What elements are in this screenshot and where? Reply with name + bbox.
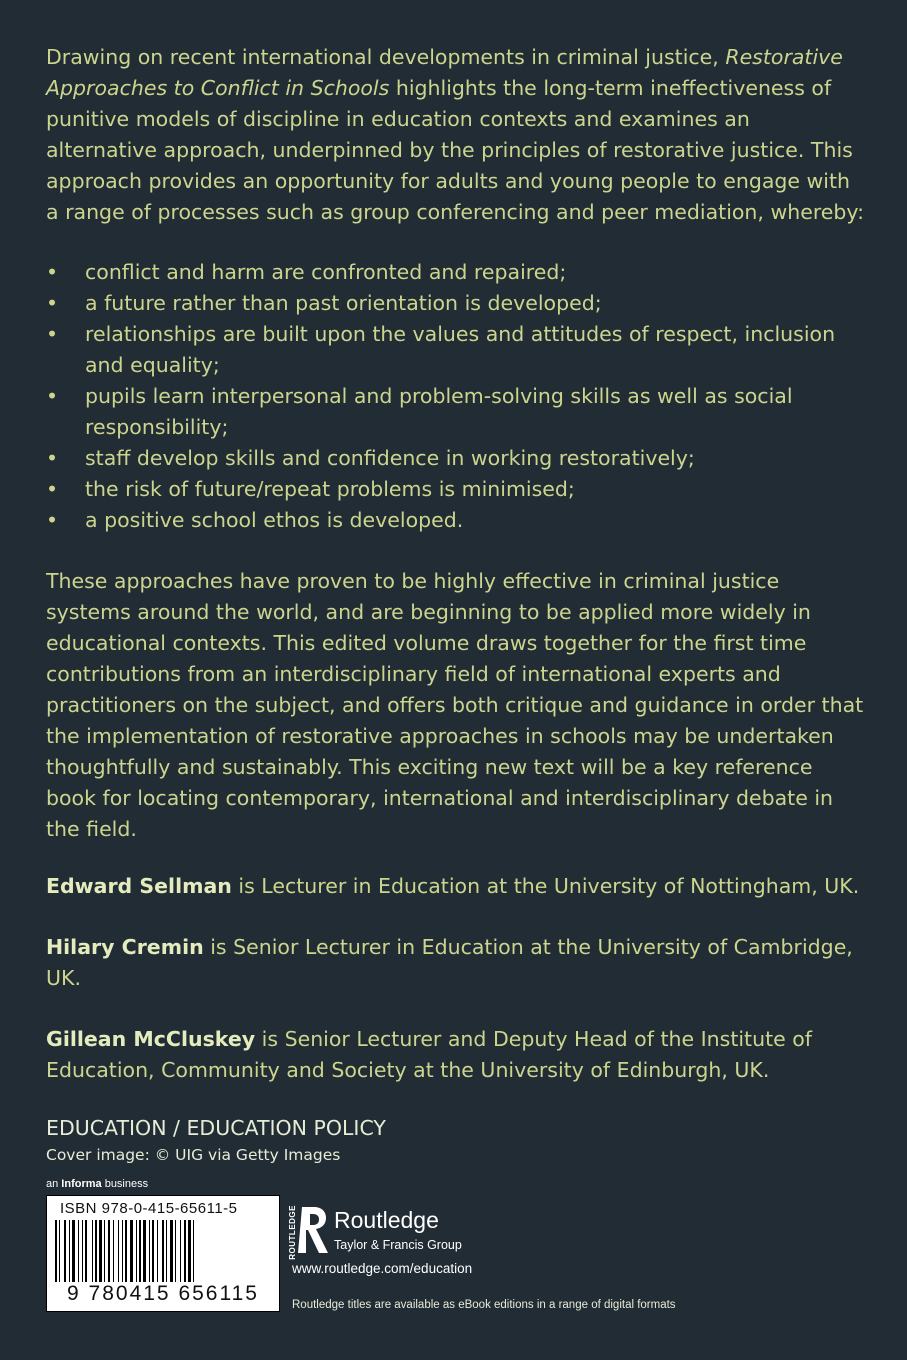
bullet-icon: • <box>46 384 59 408</box>
ean-number: 9 780415 656115 <box>67 1282 259 1305</box>
list-item: • pupils learn interpersonal and problem-solving skills as well as social responsibility; <box>46 381 866 443</box>
barcode-bar <box>113 1220 114 1282</box>
intro-paragraph <box>46 42 866 228</box>
publisher-name: Routledge <box>334 1207 439 1233</box>
barcode-bar <box>64 1220 66 1282</box>
cover-credit: Cover image: © UIG via Getty Images <box>46 1146 341 1164</box>
barcode-bar <box>149 1220 150 1282</box>
barcode-bar <box>78 1220 79 1282</box>
barcode-bar <box>85 1220 87 1282</box>
barcode-bar <box>193 1220 194 1282</box>
back-cover-text <box>46 42 866 1164</box>
list-item: • a positive school ethos is developed. <box>46 505 866 536</box>
author-name: Edward Sellman <box>46 874 232 898</box>
benefits-list <box>46 257 866 536</box>
author-bio: Edward Sellman is Lecturer in Education at the University of Nottingham, UK. <box>46 874 860 898</box>
bullet-icon: • <box>46 260 59 284</box>
list-item: • the risk of future/repeat problems is minimised; <box>46 474 866 505</box>
routledge-logo-icon <box>290 1205 330 1255</box>
barcode-bar <box>95 1220 97 1282</box>
subject-category: EDUCATION / EDUCATION POLICY <box>46 1116 386 1140</box>
barcode-bar <box>125 1220 127 1282</box>
barcode-bar <box>72 1220 75 1282</box>
barcode-bar <box>59 1220 60 1282</box>
bullet-icon: • <box>46 477 59 501</box>
barcode-bar <box>92 1220 93 1282</box>
bullet-icon: • <box>46 291 59 315</box>
book-title: Restorative Approaches to Conflict in Schools <box>46 45 843 100</box>
intro-text-start: Drawing on recent international developments in criminal justice, <box>46 45 726 69</box>
barcode-bar <box>188 1220 191 1282</box>
barcode-bar <box>184 1220 186 1282</box>
bullet-icon: • <box>46 322 59 346</box>
barcode-bar <box>55 1220 57 1282</box>
publisher-group: Taylor & Francis Group <box>334 1238 462 1252</box>
informa-tagline: an Informa business <box>46 1178 149 1190</box>
list-item: • relationships are built upon the values and attitudes of respect, inclusion and equality; <box>46 319 866 381</box>
routledge-vertical-wordmark: ROUTLEDGE <box>288 1205 297 1260</box>
barcode-bar <box>175 1220 176 1282</box>
ebook-note: Routledge titles are available as eBook editions in a range of digital formats <box>292 1299 676 1311</box>
barcode-bar <box>136 1220 137 1282</box>
body-paragraph: These approaches have proven to be highly effective in criminal justice systems around the world, and are beginning to be applied more widely in educational contexts. This edited volume draws together for the first time contributions from an interdisciplinary field of international experts and practitioners on the subject, and offers both critique and guidance in order that the implementation of restorative approaches in schools may be undertaken thoughtfully and sustainably. This exciting new text will be a key reference book for locating contemporary, international and interdisciplinary debate in the field. <box>46 569 864 841</box>
barcode-bar <box>152 1220 154 1282</box>
isbn-barcode <box>46 1195 280 1312</box>
barcode-bar <box>122 1220 123 1282</box>
barcode-bar <box>143 1220 146 1282</box>
bullet-icon: • <box>46 446 59 470</box>
bullet-icon: • <box>46 508 59 532</box>
barcode-bar <box>170 1220 173 1282</box>
list-item: • staff develop skills and confidence in working restoratively; <box>46 443 866 474</box>
author-name: Hilary Cremin <box>46 935 204 959</box>
barcode-bar <box>166 1220 167 1282</box>
isbn-number: ISBN 978-0-415-65611-5 <box>60 1200 238 1217</box>
barcode-bar <box>99 1220 102 1282</box>
author-bio: Gillean McCluskey is Senior Lecturer and Deputy Head of the Institute of Education, Community and Society at the University of Edinburgh, UK. <box>46 1027 813 1082</box>
intro-text-end: highlights the long-term ineffectiveness of punitive models of discipline in education contexts and examines an alternative approach, underpinned by the principles of restorative justice. This approach provides an opportunity for adults and young people to engage with a range of processes such as group conferencing and peer mediation, whereby: <box>46 76 864 224</box>
barcode-bars <box>55 1220 271 1282</box>
publisher-url[interactable]: www.routledge.com/education <box>292 1261 473 1276</box>
barcode-bar <box>180 1220 181 1282</box>
list-item: • a future rather than past orientation is developed; <box>46 288 866 319</box>
barcode-bar <box>118 1220 119 1282</box>
author-name: Gillean McCluskey <box>46 1027 256 1051</box>
barcode-bar <box>104 1220 105 1282</box>
barcode-bar <box>162 1220 164 1282</box>
barcode-bar <box>108 1220 110 1282</box>
author-bio: Hilary Cremin is Senior Lecturer in Education at the University of Cambridge, UK. <box>46 935 853 990</box>
barcode-bar <box>139 1220 141 1282</box>
list-item: • conflict and harm are confronted and repaired; <box>46 257 866 288</box>
barcode-bar <box>130 1220 133 1282</box>
barcode-bar <box>82 1220 83 1282</box>
barcode-bar <box>157 1220 158 1282</box>
barcode-bar <box>69 1220 70 1282</box>
